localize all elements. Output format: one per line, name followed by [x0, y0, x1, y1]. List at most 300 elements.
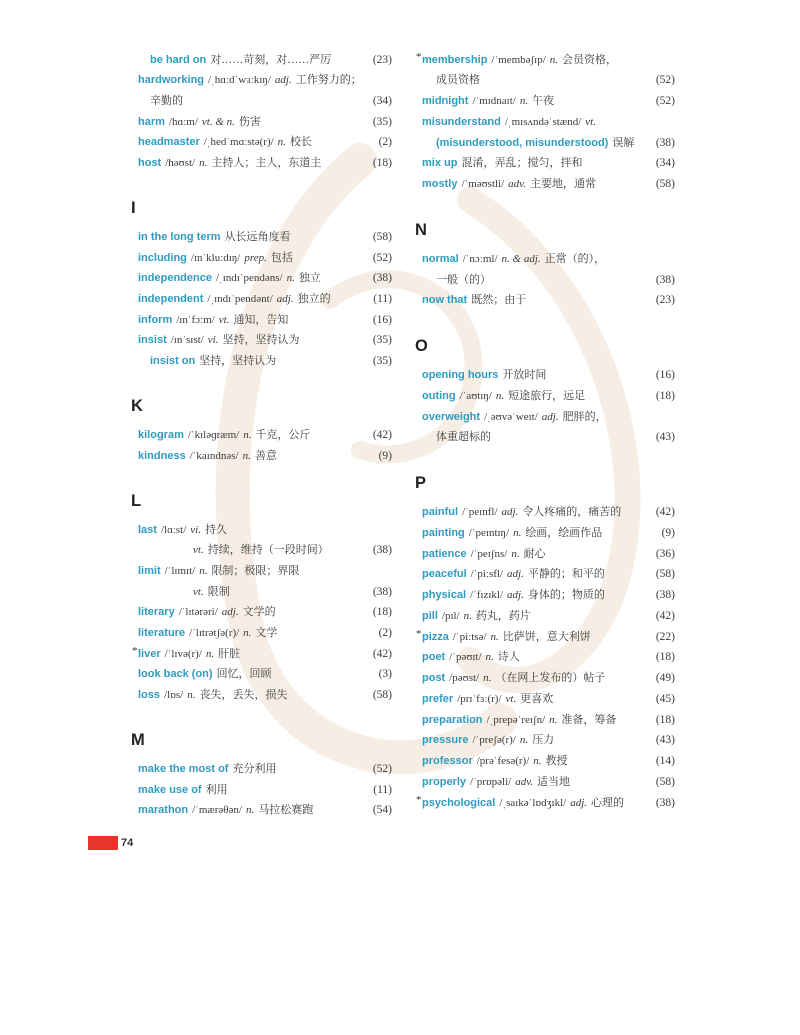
entry-line: [131, 759, 392, 780]
page-ref: (18): [372, 156, 392, 169]
headword: pizza: [422, 630, 449, 643]
headword: headmaster: [138, 136, 200, 149]
page-ref: (3): [378, 668, 392, 681]
page-ref: (9): [378, 449, 392, 462]
star-mark: *: [132, 644, 138, 657]
page-ref: (35): [372, 115, 392, 128]
glossary-entry: [131, 289, 392, 310]
page-ref: (54): [372, 804, 392, 817]
section-letter: K: [131, 397, 143, 416]
meaning: 工作努力的；: [295, 74, 362, 87]
meaning: 教授: [545, 755, 568, 768]
headword: mix up: [422, 157, 458, 170]
headword: peaceful: [422, 568, 467, 581]
section-letter: M: [131, 731, 145, 750]
part-of-speech: vi.: [207, 334, 219, 347]
phonetic: /prɪˈfɜː(r)/: [457, 692, 502, 705]
headword: opening hours: [422, 369, 499, 382]
meaning: 午夜: [532, 95, 555, 108]
glossary-entry: [415, 502, 675, 523]
headword: independent: [138, 292, 204, 305]
part-of-speech: prep.: [244, 251, 267, 264]
entry-line: [131, 664, 392, 685]
glossary-entry: [415, 668, 675, 689]
part-of-speech: n.: [246, 804, 255, 817]
page-ref: (58): [655, 568, 675, 581]
meaning: 身体的；物质的: [527, 589, 605, 602]
part-of-speech: adj.: [570, 796, 588, 809]
phonetic: /ˈpeɪnfl/: [462, 506, 498, 519]
entry-line: [415, 365, 675, 386]
page-ref: (43): [655, 734, 675, 747]
glossary-section-o: [415, 311, 675, 448]
meaning: 开放时间: [502, 369, 547, 382]
meaning: 正常（的），: [544, 252, 606, 265]
glossary-entry: [131, 70, 392, 111]
phonetic: /ˌmɪsʌndəˈstænd/: [504, 115, 582, 128]
headword: patience: [422, 547, 467, 560]
glossary-entry: [415, 523, 675, 544]
page-ref: (58): [372, 230, 392, 243]
phonetic: /ˈkɪləɡræm/: [187, 428, 240, 441]
meaning: 令人疼痛的，痛苦的: [522, 506, 622, 519]
headword: membership: [422, 53, 488, 66]
part-of-speech: adj.: [221, 606, 239, 619]
meaning: 压力: [532, 734, 555, 747]
entry-line: [131, 446, 392, 467]
phonetic: /pɪl/: [441, 609, 460, 622]
meaning: 限制；极限；界限: [211, 564, 300, 577]
meaning: 平静的；和平的: [527, 568, 605, 581]
meaning: 伤害: [238, 115, 261, 128]
glossary-entry: [415, 112, 675, 154]
glossary-section-n: [415, 195, 675, 311]
part-of-speech: n.: [495, 389, 505, 402]
meaning: 坚持，坚持认为: [199, 354, 277, 367]
glossary-entry: [131, 623, 392, 644]
meaning: 更喜欢: [520, 692, 554, 705]
meaning: 成员资格: [436, 74, 480, 87]
entry-line: [131, 561, 392, 582]
entry-line: [415, 427, 675, 448]
meaning: 马拉松赛跑: [258, 804, 314, 817]
phonetic: /ˌɪndɪˈpendəns/: [215, 272, 283, 285]
page-ref: (43): [655, 431, 675, 444]
page-ref: (16): [372, 313, 392, 326]
headword: professor: [422, 755, 473, 768]
headword: in the long term: [138, 230, 221, 243]
meaning: 千克，公斤: [255, 428, 311, 441]
glossary-entry: [415, 153, 675, 174]
entry-line: [131, 540, 392, 561]
part-of-speech: n.: [199, 564, 208, 577]
entry-line: [415, 606, 675, 627]
entry-line: [131, 153, 392, 174]
headword: literature: [138, 626, 186, 639]
part-of-speech: n.: [519, 734, 529, 747]
glossary-section-l: [131, 466, 392, 705]
entry-line: [415, 290, 675, 311]
page-ref: (38): [655, 796, 675, 809]
meaning: 一般（的）: [436, 273, 491, 286]
page-ref: (38): [372, 585, 392, 598]
page-ref: (52): [655, 95, 675, 108]
phonetic: /ˈmembəʃɪp/: [491, 53, 546, 66]
meaning: 准备，筹备: [561, 713, 617, 726]
headword: poet: [422, 651, 446, 664]
part-of-speech: n.: [199, 156, 208, 169]
part-of-speech: n.: [549, 713, 558, 726]
meaning: 主持人；主人，东道主: [211, 156, 322, 169]
headword: including: [138, 251, 187, 264]
entry-line: [415, 751, 675, 772]
entry-line: [415, 730, 675, 751]
phonetic: /ˈpreʃə(r)/: [472, 734, 516, 747]
part-of-speech: n.: [511, 547, 520, 560]
entry-line: [131, 268, 392, 289]
part-of-speech: vt.: [193, 585, 204, 598]
part-of-speech: n. & adj.: [501, 252, 541, 265]
entry-line: [131, 132, 392, 153]
phonetic: /ɪnˈfɔːm/: [176, 313, 215, 326]
page-ref: (42): [372, 428, 392, 441]
glossary-section-m: [131, 705, 392, 820]
phonetic: /pəʊst/: [449, 672, 480, 685]
page-ref: (38): [655, 589, 675, 602]
phonetic: /ˈlɪtərəri/: [178, 606, 218, 619]
page-ref: (34): [655, 157, 675, 170]
meaning: 绘画，绘画作品: [525, 526, 603, 539]
meaning: 文学: [255, 626, 278, 639]
headword: be hard on: [150, 53, 207, 66]
part-of-speech: n.: [463, 609, 472, 622]
entry-line: [415, 112, 675, 133]
footer-color-bar: [88, 836, 118, 850]
section-letter: L: [131, 492, 142, 511]
entry-line: [131, 227, 392, 248]
glossary-entry: [415, 793, 675, 814]
glossary-entry: [415, 174, 675, 195]
glossary-section-continued: [415, 50, 675, 195]
part-of-speech: n.: [286, 272, 295, 285]
phonetic: /ˈpeɪntɪŋ/: [468, 526, 510, 539]
entry-line: [415, 91, 675, 112]
meaning: 坚持，坚持认为: [222, 334, 300, 347]
part-of-speech: adv.: [515, 775, 534, 788]
headword: overweight: [422, 410, 481, 423]
entry-line: [131, 425, 392, 446]
entry-line: [131, 520, 392, 541]
page-ref: (35): [372, 334, 392, 347]
page-ref: (42): [655, 506, 675, 519]
part-of-speech: vt. & n.: [201, 115, 235, 128]
part-of-speech: n.: [549, 53, 559, 66]
headword: now that: [422, 294, 468, 307]
phonetic: /ˈaʊtɪŋ/: [459, 389, 492, 402]
entry-line: [415, 544, 675, 565]
entry-line: [131, 91, 392, 112]
entry-line: [131, 800, 392, 821]
page-ref: (16): [655, 369, 675, 382]
entry-line: [415, 407, 675, 428]
glossary-entry: [415, 407, 675, 449]
glossary-entry: [415, 772, 675, 793]
glossary-section-p: [415, 448, 675, 813]
glossary-entry: [131, 602, 392, 623]
page-ref: (18): [655, 651, 675, 664]
meaning: 耐心: [523, 547, 546, 560]
headword: painful: [422, 506, 459, 519]
entry-line: [131, 685, 392, 706]
part-of-speech: n.: [519, 95, 529, 108]
meaning: 文学的: [242, 606, 276, 619]
entry-line: [415, 793, 675, 814]
part-of-speech: n.: [483, 672, 492, 685]
part-of-speech: vt.: [218, 313, 230, 326]
headword: misunderstand: [422, 115, 501, 128]
glossary-entry: [131, 644, 392, 665]
page-ref: (38): [655, 136, 675, 149]
section-letter: I: [131, 199, 136, 218]
headword: loss: [138, 688, 161, 701]
glossary-entry: [131, 800, 392, 821]
entry-line: [415, 133, 675, 154]
glossary-entry: [415, 91, 675, 112]
glossary-entry: [131, 759, 392, 780]
entry-line: [415, 523, 675, 544]
headword: independence: [138, 272, 212, 285]
part-of-speech: n.: [533, 755, 542, 768]
page-ref: (14): [655, 755, 675, 768]
headword: painting: [422, 526, 465, 539]
entry-line: [131, 582, 392, 603]
entry-line: [131, 780, 392, 801]
part-of-speech: n.: [513, 526, 522, 539]
page-ref: (35): [372, 354, 392, 367]
meaning: 对……苛刻，对……严厉: [210, 53, 332, 66]
glossary-entry: [131, 780, 392, 801]
phonetic: /ˌhedˈmɑːstə(r)/: [203, 136, 274, 149]
page-ref: (42): [372, 647, 392, 660]
entry-line: [415, 249, 675, 270]
page-ref: (2): [378, 626, 392, 639]
section-letter: N: [415, 220, 427, 239]
headword: host: [138, 156, 162, 169]
glossary-entry: [131, 310, 392, 331]
part-of-speech: adj.: [541, 410, 559, 423]
phonetic: /ˈnɔːml/: [462, 252, 498, 265]
glossary-entry: [131, 685, 392, 706]
phonetic: /prəˈfesə(r)/: [476, 755, 530, 768]
glossary-entry: [131, 664, 392, 685]
meaning: 药丸，药片: [475, 609, 531, 622]
page-ref: (58): [655, 775, 675, 788]
headword: liver: [138, 647, 161, 660]
phonetic: /ˈlɪmɪt/: [164, 564, 196, 577]
meaning: 充分利用: [232, 762, 277, 775]
meaning: 诗人: [497, 651, 520, 664]
meaning: 善意: [254, 449, 277, 462]
headword: make the most of: [138, 762, 229, 775]
meaning: 利用: [205, 783, 228, 796]
glossary-entry: [131, 248, 392, 269]
glossary-entry: [415, 751, 675, 772]
meaning: 肝脏: [218, 647, 241, 660]
page-ref: (58): [372, 688, 392, 701]
headword: physical: [422, 589, 467, 602]
meaning: 会员资格，: [562, 53, 618, 66]
meaning: 从长远角度看: [224, 230, 291, 243]
meaning: 短途旅行，远足: [508, 389, 586, 402]
headword: harm: [138, 115, 165, 128]
part-of-speech: vi.: [190, 523, 201, 536]
glossary-entry: [415, 249, 675, 291]
entry-line: [131, 50, 392, 71]
entry-line: [415, 689, 675, 710]
phonetic: /ˈpeɪʃns/: [470, 547, 508, 560]
glossary-entry: [415, 290, 675, 311]
phonetic: /ˌəʊvəˈweɪt/: [484, 410, 538, 423]
part-of-speech: adv.: [508, 178, 526, 191]
headword: hardworking: [138, 74, 205, 87]
meaning: 包括: [270, 251, 293, 264]
meaning: 辛勤的: [150, 94, 183, 107]
phonetic: /ˈkaɪndnəs/: [189, 449, 239, 462]
section-letter: O: [415, 337, 428, 356]
meaning: 心理的: [591, 796, 625, 809]
meaning: 持久: [205, 523, 227, 536]
meaning: 主要地，通常: [530, 178, 596, 191]
phonetic: /ˈməʊstli/: [461, 178, 505, 191]
entry-line: [415, 502, 675, 523]
phonetic: /ˈmɪdnaɪt/: [472, 95, 516, 108]
page-ref: (18): [655, 389, 675, 402]
meaning: 误解: [612, 136, 635, 149]
part-of-speech: adj.: [276, 292, 294, 305]
glossary-entry: [131, 268, 392, 289]
meaning: 独立: [298, 272, 321, 285]
headword: last: [138, 523, 157, 536]
phonetic: /həʊst/: [165, 156, 196, 169]
page-ref: (18): [372, 606, 392, 619]
page-ref: (9): [661, 526, 675, 539]
entry-line: [415, 153, 675, 174]
part-of-speech: adj.: [274, 74, 292, 87]
page-ref: (38): [655, 273, 675, 286]
part-of-speech: n.: [277, 136, 286, 149]
glossary-section-k: [131, 371, 392, 466]
glossary-entry: [131, 446, 392, 467]
headword: psychological: [422, 796, 496, 809]
entry-line: [415, 50, 675, 71]
headword: prefer: [422, 692, 454, 705]
part-of-speech: adj.: [501, 506, 519, 519]
meaning: 限制: [207, 585, 230, 598]
phonetic: /ˈlɪvə(r)/: [164, 647, 202, 660]
part-of-speech: n.: [243, 428, 252, 441]
glossary-entry: [131, 50, 392, 71]
page-ref: (52): [655, 74, 675, 87]
entry-line: [131, 623, 392, 644]
meaning: 持续，维持（一段时间）: [207, 544, 329, 557]
entry-line: [131, 310, 392, 331]
headword: insist: [138, 334, 167, 347]
headword: make use of: [138, 783, 202, 796]
headword: look back (on): [138, 668, 213, 681]
page-ref: (52): [372, 762, 392, 775]
page-ref: (23): [372, 53, 392, 66]
headword: literary: [138, 606, 175, 619]
headword: kilogram: [138, 428, 184, 441]
glossary-section-continued: [131, 50, 392, 174]
page-ref: (36): [655, 547, 675, 560]
headword: pressure: [422, 734, 469, 747]
headword: marathon: [138, 804, 189, 817]
glossary-entry: [415, 730, 675, 751]
phonetic: /ˈfɪzɪkl/: [470, 589, 504, 602]
entry-line: [415, 564, 675, 585]
headword: inform: [138, 313, 173, 326]
headword: normal: [422, 252, 459, 265]
headword: kindness: [138, 449, 186, 462]
meaning: 适当地: [537, 775, 571, 788]
page-ref: (38): [372, 544, 392, 557]
star-mark: *: [416, 50, 422, 63]
glossary-entry: [131, 520, 392, 561]
part-of-speech: vt.: [505, 692, 517, 705]
headword: properly: [422, 775, 467, 788]
phonetic: /ˌprepəˈreɪʃn/: [486, 713, 546, 726]
headword: mostly: [422, 178, 458, 191]
glossary-entry: [415, 710, 675, 731]
glossary-column-left: [131, 50, 392, 821]
part-of-speech: n.: [485, 651, 494, 664]
glossary-entry: [415, 627, 675, 648]
part-of-speech: n.: [243, 626, 252, 639]
glossary-entry: [131, 351, 392, 372]
glossary-entry: [131, 425, 392, 446]
glossary-entry: [131, 132, 392, 153]
meaning: 混淆，弄乱；搅匀，拌和: [461, 157, 583, 170]
entry-line: [415, 386, 675, 407]
entry-line: [415, 585, 675, 606]
headword: insist on: [150, 354, 196, 367]
entry-line: [415, 772, 675, 793]
meaning: 比萨饼，意大利饼: [502, 630, 591, 643]
meaning: 通知，告知: [233, 313, 289, 326]
meaning: 肥胖的，: [562, 410, 607, 423]
glossary-entry: [415, 647, 675, 668]
page-ref: (18): [655, 713, 675, 726]
meaning: 丧失，丢失，损失: [199, 688, 288, 701]
glossary-entry: [131, 227, 392, 248]
headword: preparation: [422, 713, 483, 726]
entry-line: [131, 112, 392, 133]
glossary-entry: [131, 112, 392, 133]
part-of-speech: vt.: [585, 115, 596, 128]
phonetic: /ˈpiːtsə/: [452, 630, 487, 643]
meaning: 独立的: [297, 292, 331, 305]
phonetic: /ɪnˈsɪst/: [170, 334, 204, 347]
meaning: 校长: [289, 136, 312, 149]
glossary-section-i: [131, 173, 392, 371]
page-ref: (52): [372, 251, 392, 264]
glossary-entry: [415, 365, 675, 386]
headword: limit: [138, 564, 161, 577]
glossary-entry: [131, 153, 392, 174]
phonetic: /lɒs/: [164, 688, 184, 701]
page-ref: (11): [373, 292, 392, 305]
